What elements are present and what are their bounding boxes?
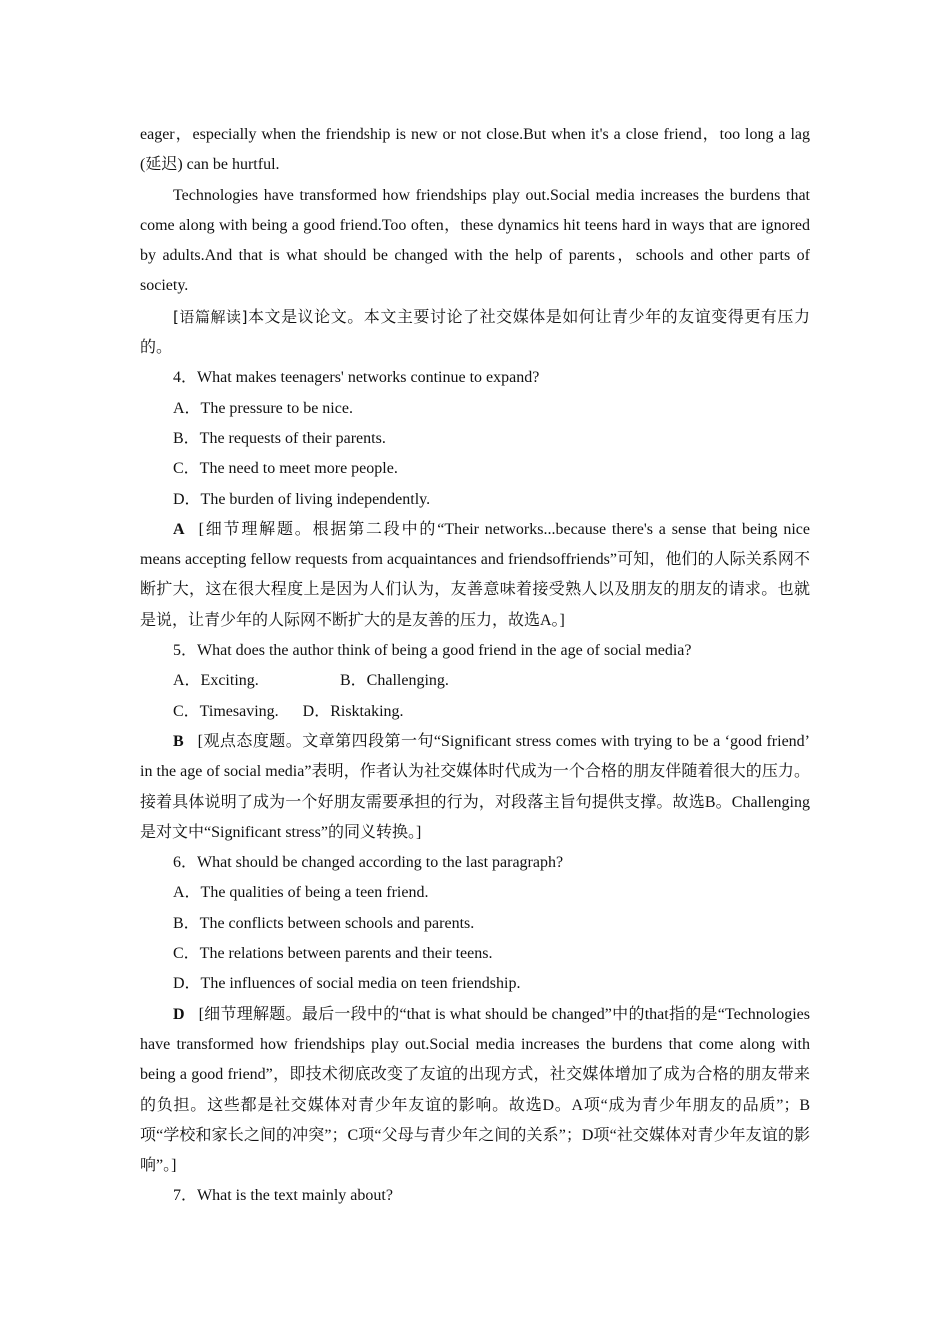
analysis-label: [语篇解读] — [173, 307, 248, 326]
question-4-option-b: B．The requests of their parents. — [173, 429, 386, 447]
question-6-stem: 6．What should be changed according to the last paragraph? — [173, 854, 564, 872]
question-5-option-c: C．Timesaving. — [173, 702, 279, 720]
question-5-option-d: D．Risktaking. — [302, 702, 404, 720]
question-6-answer: D — [173, 1005, 185, 1023]
document-page — [140, 120, 810, 1212]
question-5-explanation-text: [观点态度题。文章第四段第一句“Significant stress comes with trying to be a ‘good friend’ in the age of social media”表明，作者认为社交媒体时代成为一个合格的朋友伴随着很大的压力。接着具体说明了成为一个好朋友需要承担的行为，对段落主旨句提供支撑。故选B。Challenging是对文中“Significant stress”的同义转换。] — [140, 732, 810, 841]
question-4-option-d: D．The burden of living independently. — [173, 490, 431, 508]
question-4-answer: A — [173, 520, 185, 538]
question-5-options-row-2 — [140, 697, 810, 727]
question-4-option-c: C．The need to meet more people. — [173, 460, 398, 478]
question-6-option-d: D．The influences of social media on teen friendship. — [173, 975, 521, 993]
question-5-option-b: B．Challenging. — [340, 672, 449, 690]
question-6-option-c: C．The relations between parents and their teens. — [173, 945, 493, 963]
question-5-option-a: A．Exciting. — [173, 672, 259, 690]
question-4-explanation-text: [细节理解题。根据第二段中的“Their networks...because there's a sense that being nice means accepting fellow requests from acquaintances and friendsoffriends”可知，他们的人际关系网不断扩大，这在很大程度上是因为人们认为，友善意味着接受熟人以及朋友的朋友的请求。也就是说，让青少年的人际网不断扩大的是友善的压力，故选A。] — [140, 520, 810, 629]
analysis-text: 本文是议论文。本文主要讨论了社交媒体是如何让青少年的友谊变得更有压力的。 — [140, 308, 810, 357]
passage-paragraph-2: Technologies have transformed how friendships play out.Social media increases the burdens that come along with being a good friend.Too often，these dynamics hit teens hard in ways that are ignored by adults.And that is what should be changed with the help of parents，schools and other parts of society. — [140, 186, 810, 295]
question-7-stem: 7．What is the text mainly about? — [173, 1187, 393, 1205]
question-6-explanation — [140, 1000, 810, 1182]
question-5-stem: 5．What does the author think of being a good friend in the age of social media? — [173, 642, 692, 660]
question-5-explanation — [140, 727, 810, 848]
question-6-option-a: A．The qualities of being a teen friend. — [173, 884, 429, 902]
question-5-options-row-1 — [140, 666, 810, 696]
question-6-option-b: B．The conflicts between schools and parents. — [173, 914, 475, 932]
passage-paragraph-1: eager，especially when the friendship is new or not close.But when it's a close friend，too long a lag (延迟) can be hurtful. — [140, 126, 810, 174]
question-4-explanation — [140, 515, 810, 636]
passage-analysis — [140, 302, 810, 364]
question-5-answer: B — [173, 732, 184, 750]
question-6-explanation-text: [细节理解题。最后一段中的“that is what should be changed”中的that指的是“Technologies have transformed how friendships play out.Social media increases the burdens that come along with being a good friend”，即技术彻底改变了友谊的出现方式，社交媒体增加了成为合格的朋友带来的负担。这些都是社交媒体对青少年友谊的影响。故选D。A项“成为青少年朋友的品质”；B项“学校和家长之间的冲突”；C项“父母与青少年之间的关系”；D项“社交媒体对青少年友谊的影响”。] — [140, 1005, 810, 1175]
question-4-stem: 4．What makes teenagers' networks continue to expand? — [173, 369, 540, 387]
question-4-option-a: A．The pressure to be nice. — [173, 399, 353, 417]
